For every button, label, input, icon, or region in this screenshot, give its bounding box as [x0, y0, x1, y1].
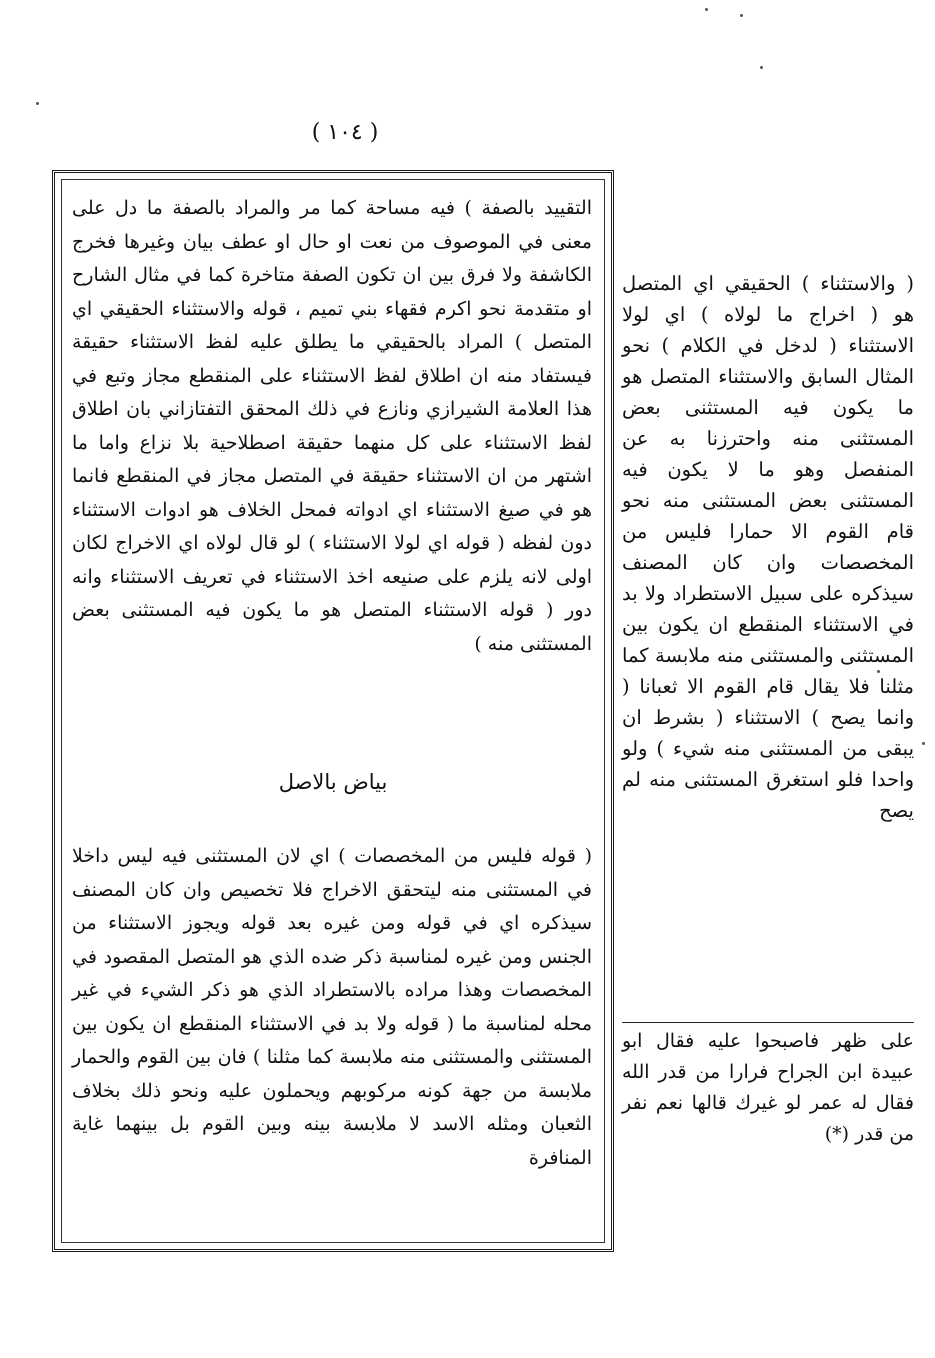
scan-speck	[36, 102, 39, 105]
main-frame	[52, 170, 614, 1252]
scan-speck	[760, 66, 763, 69]
page-number: ( ١٠٤ )	[311, 120, 379, 145]
main-frame-inner-border	[61, 179, 605, 1243]
scan-speck	[922, 742, 925, 745]
commentary-bottom-text: ( قوله فليس من المخصصات ) اي لان المستثنى فيه ليس داخلا في المستثنى منه ليتحقق الاخراج فلا تخصيص وان كان المصنف سيذكره اي في قوله ومن غيره بعد قوله ويجوز الاستثناء من الجنس ومن غيره لمناسبة ذكر ضده الذي هو المتصل المقصود في المخصصات وهذا مراده بالاستطراد الذي هو ذكر الشيء في غير محله لمناسبة ما ( قوله ولا بد في الاستثناء المنقطع ان يكون بين المستثنى والمستثنى منه ملابسة كما مثلنا ) فان بين القوم والحمار ملابسة من جهة كونه مركوبهم ويحملون عليه ونحو ذلك بخلاف الثعبان ومثله الاسد لا ملابسة بينه وبين القوم بل بينهما غاية المنافرة	[72, 845, 592, 1169]
scan-speck	[705, 8, 708, 11]
margin-footnote	[622, 1026, 914, 1150]
commentary-top-text: التقييد بالصفة ) فيه مساحة كما مر والمراد بالصفة ما دل على معنى في الموصوف من نعت او حال او عطف بيان وغيرها فخرج الكاشفة ولا فرق بين ان تكون الصفة متاخرة كما في مثال الشارح او متقدمة نحو اكرم فقهاء بني تميم ، قوله والاستثناء الحقيقي اي المتصل ) المراد بالحقيقي ما يطلق عليه لفظ الاستثناء حقيقة فيستفاد منه ان اطلاق لفظ الاستثناء على المنقطع مجاز وتبع في هذا العلامة الشيرازي ونازع في ذلك المحقق التفتازاني بان اطلاق لفظ الاستثناء على كل منهما حقيقة اصطلاحية بلا نزاع واما ما اشتهر من ان الاستثناء حقيقة في المتصل مجاز في المنقطع فانما هو في صيغ الاستثناء اي ادواته فمحل الخلاف هو ادوات الاستثناء دون لفظه ( قوله اي لولا الاستثناء ) لو قال لولاه اي الاخراج لكان اولى لانه يلزم على صنيعه اخذ الاستثناء في تعريف الاستثناء وانه دور ( قوله الاستثناء المتصل هو ما يكون فيه المستثنى بعض المستثنى منه )	[72, 197, 592, 655]
scan-speck	[877, 670, 880, 673]
margin-column	[622, 268, 914, 826]
margin-footnote-text: على ظهر فاصبحوا عليه فقال ابو عبيدة ابن الجراح فرارا من قدر الله فقال له عمر لو غيرك قالها نعم نفر من قدر (*)	[622, 1030, 914, 1145]
commentary-top	[72, 192, 592, 661]
margin-divider	[622, 1022, 914, 1023]
blank-note: بياض بالاصل	[278, 770, 388, 794]
commentary-bottom	[72, 840, 592, 1175]
scan-speck	[740, 14, 743, 17]
margin-text: ( والاستثناء ) الحقيقي اي المتصل هو ( اخراج ما لولاه ) اي لولا الاستثناء ( لدخل في الكلام ) نحو المثال السابق والاستثناء المتصل هو ما يكون فيه المستثنى بعض المستثنى منه واحترزنا به عن المنفصل وهو ما لا يكون فيه المستثنى بعض المستثنى منه نحو قام القوم الا حمارا فليس من المخصصات وان كان المصنف سيذكره على سبيل الاستطراد ولا بد في الاستثناء المنقطع ان يكون بين المستثنى والمستثنى منه ملابسة كما مثلنا فلا يقال قام القوم الا ثعبانا ( وانما يصح ) الاستثناء ( بشرط ان يبقى من المستثنى منه شيء ) ولو واحدا فلو استغرق المستثنى منه لم يصح	[622, 272, 914, 822]
